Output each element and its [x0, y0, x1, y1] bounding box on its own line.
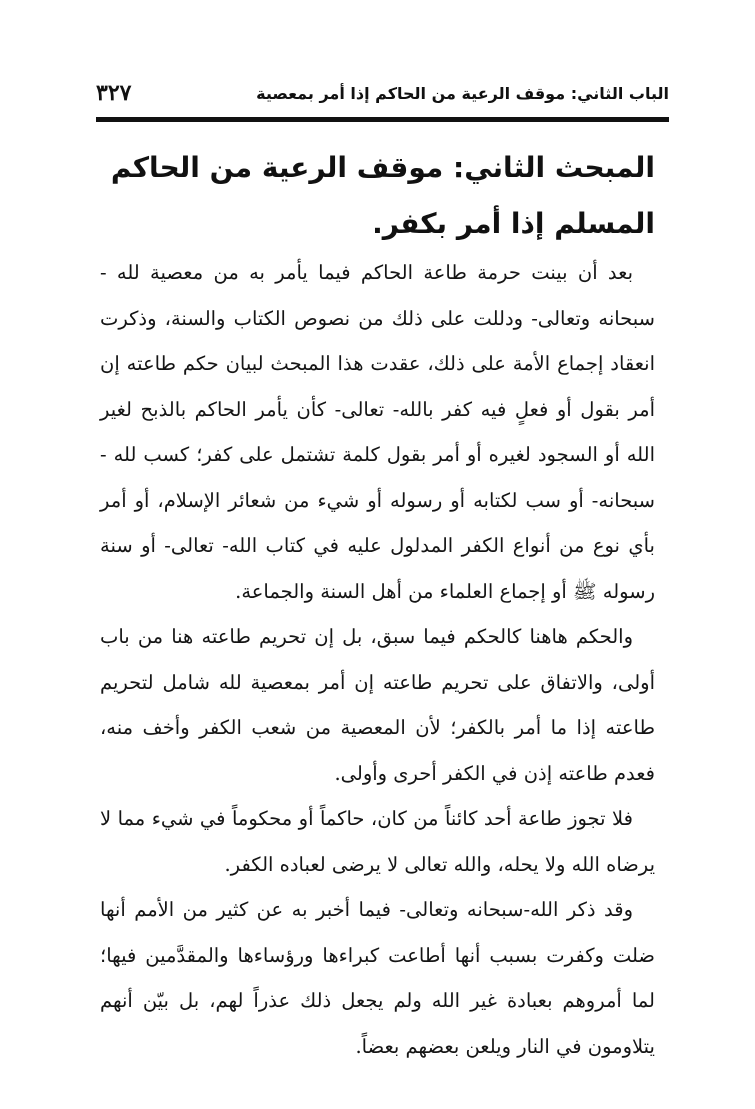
paragraph-2: والحكم هاهنا كالحكم فيما سبق، بل إن تحريم طاعته هنا من باب أولى، والاتفاق على تحريم طاعته إن أمر بمعصية لله شامل لتحريم طاعته إذا ما أمر بالكفر؛ لأن المعصية من شعب الكفر وأخف منه، فعدم طاعته إذن في الكفر أحرى وأولى. — [100, 625, 655, 785]
body-text — [100, 250, 655, 1069]
running-title: الباب الثاني: موقف الرعية من الحاكم إذا أمر بمعصية — [256, 84, 669, 103]
paragraph-4: وقد ذكر الله-سبحانه وتعالى- فيما أخبر به عن كثير من الأمم أنها ضلت وكفرت بسبب أنها أطاعت كبراءها ورؤساءها والمقدَّمين فيها؛ لما أمروهم بعبادة غير الله ولم يجعل ذلك عذراً لهم، بل بيّن أنهم يتلاومون في النار ويلعن بعضهم بعضاً. — [100, 898, 655, 1058]
paragraph-3: فلا تجوز طاعة أحد كائناً من كان، حاكماً أو محكوماً في شيء مما لا يرضاه الله ولا يحله، والله تعالى لا يرضى لعباده الكفر. — [100, 807, 655, 876]
section-heading-rest: : موقف الرعية من الحاكم المسلم إذا أمر بكفر. — [110, 151, 655, 240]
page-number: ٣٢٧ — [96, 80, 132, 106]
running-header — [96, 78, 669, 114]
paragraph-1: بعد أن بينت حرمة طاعة الحاكم فيما يأمر به من معصية لله - سبحانه وتعالى- ودللت على ذلك من نصوص الكتاب والسنة، وذكرت انعقاد إجماع الأمة على ذلك، عقدت هذا المبحث لبيان حكم طاعته إن أمر بقول أو فعلٍ فيه كفر بالله- تعالى- كأن يأمر الحاكم بالذبح لغير الله أو السجود لغيره أو أمر بقول كلمة تشتمل على كفر؛ كسب لله - سبحانه- أو سب لكتابه أو رسوله أو شيء من شعائر الإسلام، أو أمر بأي نوع من أنواع الكفر المدلول عليه في كتاب الله- تعالى- أو سنة رسوله ﷺ أو إجماع العلماء من أهل السنة والجماعة. — [100, 261, 655, 603]
section-heading — [100, 140, 655, 252]
header-rule — [96, 117, 669, 122]
section-heading-lead: المبحث الثاني — [464, 151, 655, 184]
